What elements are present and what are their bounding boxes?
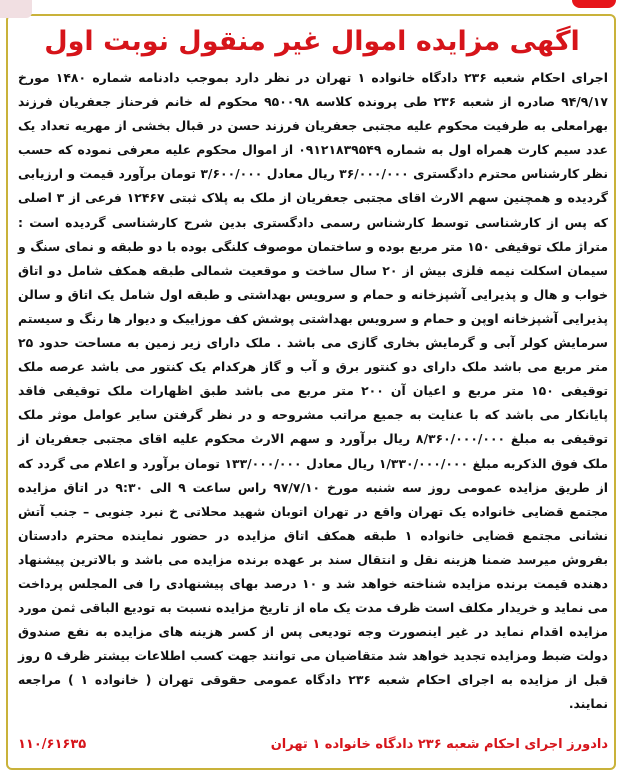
notice-body: اجرای احکام شعبه ۲۳۶ دادگاه خانواده ۱ تهران در نظر دارد بموجب دادنامه شماره ۱۴۸۰ مورخ ۹۴/۹/۱۷ صادره از شعبه ۲۳۶ طی پرونده کلاسه ۹۵۰۰۹۸ محکوم له خانم فرحناز جعفریان فرزند بهرامعلی به طرفیت محکوم علیه مجتبی جعفریان فرزند حسن در قبال بخشی از مهریه تعداد یک عدد سیم کارت همراه اول به شماره ۰۹۱۲۱۸۳۹۵۴۹ از اموال محکوم علیه معرفی نموده که حسب نظر کارشناس محترم دادگستری ۳۶/۰۰۰/۰۰۰ ریال معادل ۳/۶۰۰/۰۰۰ تومان برآورد قیمت و ارزیابی گردیده و همچنین سهم الارث اقای مجتبی جعفریان از ملک به پلاک ثبتی ۱۲۴۶۷ فرعی از ۳ اصلی که پس از کارشناسی توسط کارشناس رسمی دادگستری بدین شرح کارشناسی گردیده است : متراژ ملک توقیفی ۱۵۰ متر مربع بوده و ساختمان موصوف کلنگی بوده با دو طبقه و نمای سنگ و سیمان اسکلت نیمه فلزی بیش از ۲۰ سال ساخت و موقعیت شمالی طبقه همکف شامل دو اتاق خواب و هال و پذیرایی آشپزخانه و حمام و سرویس بهداشتی و طبقه اول شامل یک اتاق و سالن پذیرایی آشپزخانه اوپن و حمام و سرویس بهداشتی پوشش کف موزاییک و دیوار ها رنگ و سیستم سرمایش کولر آبی و گرمایش بخاری گازی می باشد . ملک دارای زیر زمین به مساحت حدود ۲۵ متر مربع می باشد ملک دارای دو کنتور برق و آب و گاز هرکدام یک کنتور می باشد عرصه ملک توقیفی ۱۵۰ متر مربع و اعیان آن ۲۰۰ متر مربع می باشد طبق اظهارات ملک توقیفی فاقد پایانکار می باشد که با عنایت به جمیع مراتب مشروحه و در نظر گرفتن سایر عوامل موثر ملک توقیفی به مبلغ ۸/۳۶۰/۰۰۰/۰۰۰ ریال برآورد و سهم الارث محکوم علیه اقای مجتبی جعفریان از ملک فوق الذکربه مبلغ ۱/۳۳۰/۰۰۰/۰۰۰ ریال معادل ۱۳۳/۰۰۰/۰۰۰ تومان برآورد و اعلام می گردد که از طریق مزایده عمومی روز سه شنبه مورخ ۹۷/۷/۱۰ راس ساعت ۹ الی ۹:۳۰ در اتاق مزایده مجتمع قضایی خانواده یک تهران واقع در تهران اتوبان شهید محلاتی خ نبرد جنوبی – جنب آتش نشانی مجتمع قضایی خانواده ۱ طبقه همکف اتاق مزایده در حضور نماینده محترم دادستان بفروش میرسد ضمنا هزینه نقل و انتقال سند بر عهده برنده مزایده می باشد و بالاترین پیشنهاد دهنده قیمت برنده مزایده شناخته خواهد شد و ۱۰ درصد بهای پیشنهادی را فی المجلس پرداخت می نماید و خریدار مکلف است ظرف مدت یک ماه از تاریخ مزایده نسبت به تودیع الباقی ثمن مورد مزایده اقدام نماید در غیر اینصورت وجه تودیعی پس از کسر هزینه های مزایده به نفع صندوق دولت ضبط ومزایده تجدید خواهد شد متقاضیان می توانند جهت کسب اطلاعات بیشتر ظرف ۵ روز قبل از مزایده به اجرای احکام شعبه ۲۳۶ دادگاه عمومی حقوقی تهران ( خانواده ۱ ) مراجعه نمایند. [18, 70, 609, 712]
corner-decoration [0, 0, 32, 18]
footer-signature: دادورز اجرای احکام شعبه ۲۳۶ دادگاه خانواده ۱ تهران [270, 737, 608, 752]
notice-title: اگهی مزایده اموال غیر منقول نوبت اول [44, 26, 580, 57]
footer-code: ۱۱۰/۶۱۶۳۵ [18, 737, 87, 752]
corner-tab-decoration [572, 0, 616, 8]
notice-footer [18, 733, 608, 757]
